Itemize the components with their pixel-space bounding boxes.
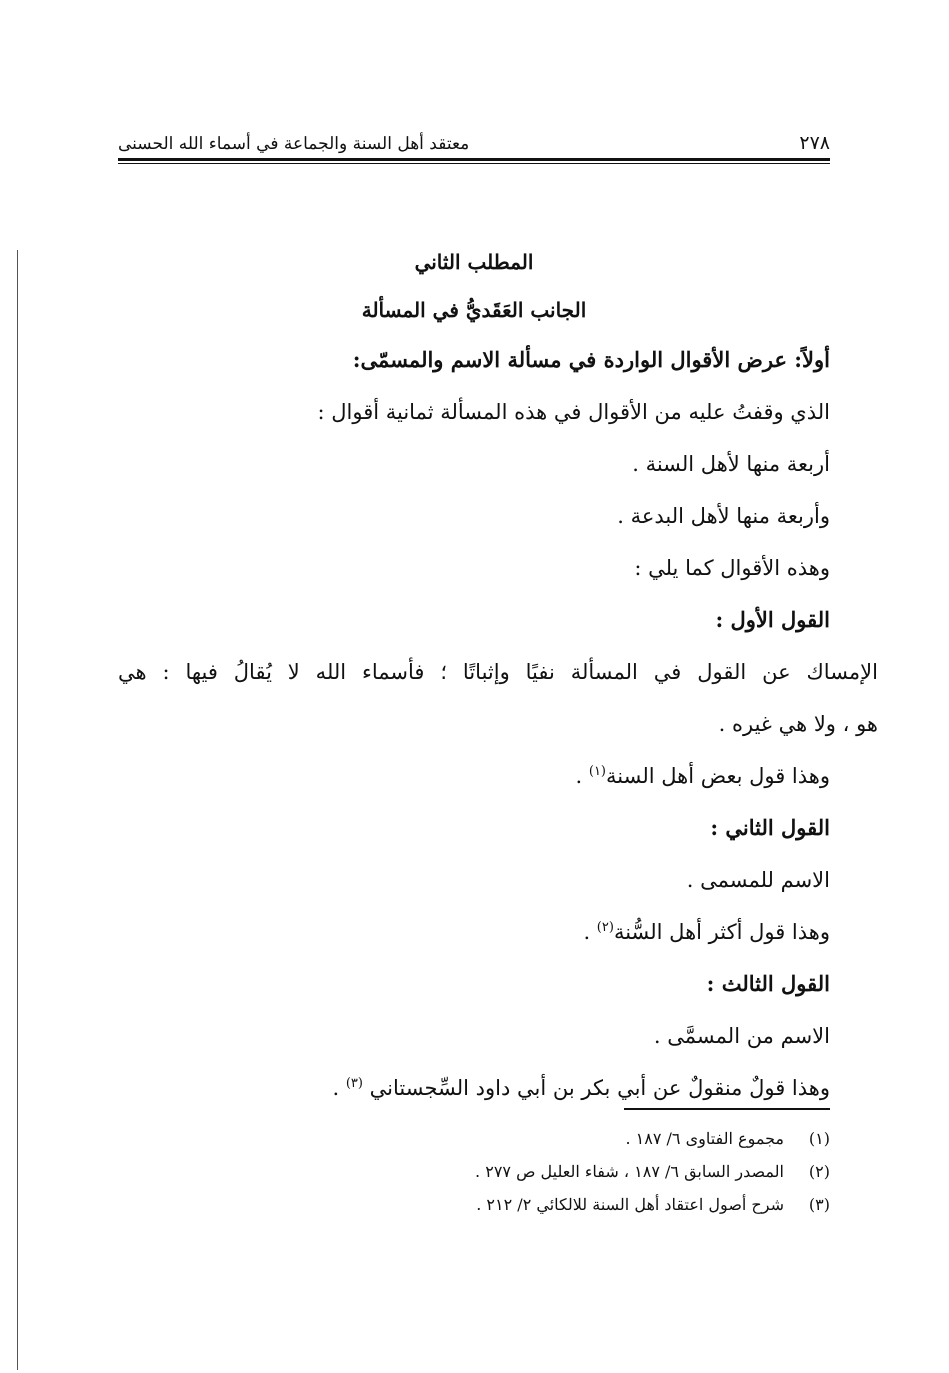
- sunnah-count-line: أربعة منها لأهل السنة .: [632, 452, 830, 476]
- intro-line: الذي وقفتُ عليه من الأقوال في هذه المسألة ثمانية أقوال :: [317, 400, 830, 424]
- main-text: [118, 238, 878, 1114]
- footnote-item: [118, 1188, 830, 1221]
- footnote-number: (٢): [808, 1162, 830, 1181]
- first-opinion-text-line-2: هو ، ولا هي غيره .: [718, 712, 878, 736]
- third-opinion-period: .: [332, 1076, 346, 1100]
- part-heading: أولاً: عرض الأقوال الواردة في مسألة الاسم والمسمّى:: [352, 347, 830, 372]
- footnote-text: شرح أصول اعتقاد أهل السنة للالكائي ٢/ ٢١٢ .: [476, 1195, 784, 1214]
- footnote-item: [118, 1122, 830, 1155]
- second-opinion-period: .: [583, 920, 597, 944]
- footnote-text: المصدر السابق ٦/ ١٨٧ ، شفاء العليل ص ٢٧٧ .: [475, 1162, 784, 1181]
- third-opinion-attribution-text: وهذا قولٌ منقولٌ عن أبي بكر بن أبي داود السِّجستاني: [362, 1076, 830, 1100]
- third-opinion-attribution: [118, 1062, 830, 1114]
- running-header: [118, 120, 830, 154]
- third-opinion-title: القول الثالث :: [706, 971, 830, 996]
- footnote-number: (٣): [808, 1195, 830, 1214]
- footnote-number: (١): [808, 1129, 830, 1148]
- first-opinion-text-line-1: الإمساك عن القول في المسألة نفيًا وإثباتًا ؛ فأسماء الله لا يُقالُ فيها : هي: [118, 660, 878, 684]
- second-opinion-attribution: [118, 906, 830, 958]
- second-opinion-title: القول الثاني :: [710, 815, 830, 840]
- as-follows-line: وهذه الأقوال كما يلي :: [634, 556, 830, 580]
- header-rule-thin: [118, 163, 830, 164]
- third-opinion-text: الاسم من المسمَّى .: [653, 1024, 830, 1048]
- section-title: المطلب الثاني: [414, 250, 534, 274]
- first-opinion-period: .: [575, 764, 589, 788]
- scan-edge-line: [17, 250, 18, 1370]
- section-subtitle: الجانب العَقَديُّ في المسألة: [361, 298, 587, 322]
- first-opinion-title: القول الأول :: [715, 607, 830, 632]
- footnote-marker-3[interactable]: (٣): [345, 1076, 363, 1091]
- footnote-item: [118, 1155, 830, 1188]
- first-opinion-attribution-text: وهذا قول بعض أهل السنة: [606, 764, 830, 788]
- header-rule-thick: [118, 158, 830, 161]
- page-number: ٢٧٨: [799, 132, 830, 154]
- footnote-marker-1[interactable]: (١): [588, 764, 606, 779]
- footnote-text: مجموع الفتاوى ٦/ ١٨٧ .: [625, 1129, 784, 1148]
- second-opinion-attribution-text: وهذا قول أكثر أهل السُّنة: [613, 920, 830, 944]
- bidah-count-line: وأربعة منها لأهل البدعة .: [617, 504, 830, 528]
- footnote-separator: [624, 1108, 830, 1110]
- second-opinion-text: الاسم للمسمى .: [686, 868, 830, 892]
- first-opinion-attribution: [118, 750, 830, 802]
- footnotes: [118, 1122, 830, 1221]
- running-title: معتقد أهل السنة والجماعة في أسماء الله الحسنى: [118, 134, 470, 154]
- footnote-marker-2[interactable]: (٢): [596, 920, 614, 935]
